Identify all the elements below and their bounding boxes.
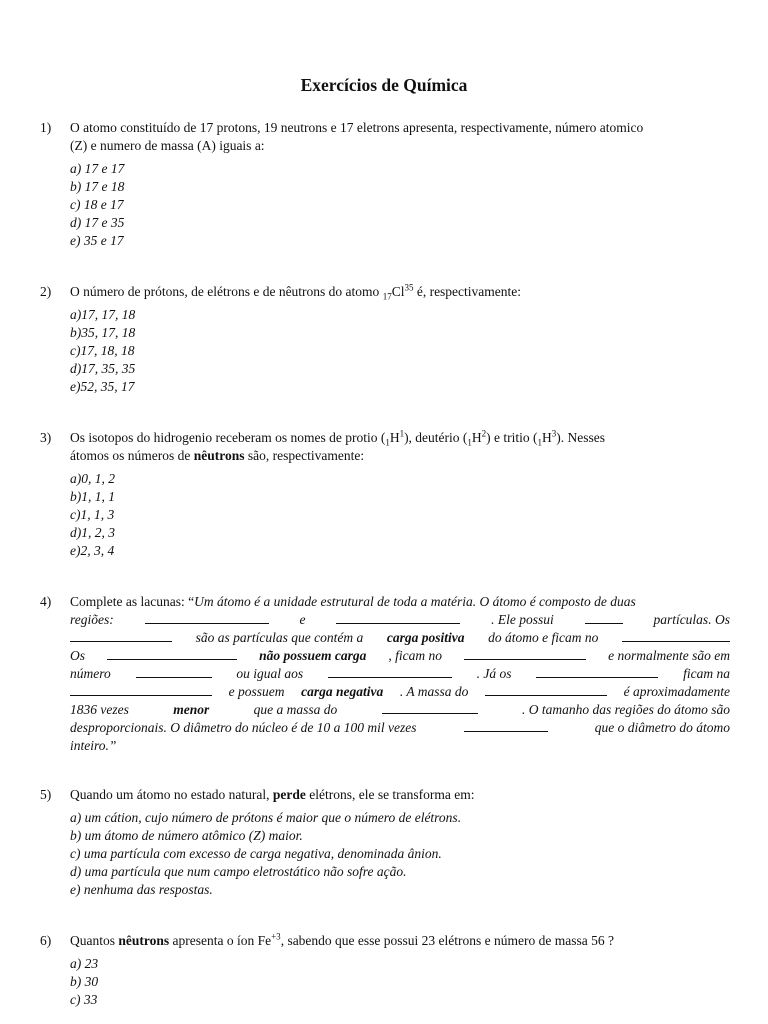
- question-text-part: são, respectivamente:: [244, 448, 365, 463]
- question-text-line: [70, 429, 730, 447]
- element-symbol: H: [542, 430, 552, 445]
- question-text-part: , ficam no: [388, 648, 443, 663]
- question-text-part: ficam na: [683, 666, 730, 681]
- mass-number: 1: [399, 428, 405, 439]
- question-text-part: é aproximadamente: [623, 684, 730, 699]
- blank-field[interactable]: [136, 665, 212, 678]
- question-text-part: . O tamanho das regiões do átomo são: [522, 702, 730, 717]
- question-text-part: inteiro.”: [70, 738, 117, 753]
- atomic-number: 17: [382, 291, 392, 302]
- question-text-part: que o diâmetro do átomo: [594, 720, 730, 735]
- option-c[interactable]: c) 33: [70, 992, 98, 1007]
- question-text: [70, 283, 730, 301]
- option-a[interactable]: a)0, 1, 2: [70, 471, 115, 486]
- option-d[interactable]: d)17, 35, 35: [70, 361, 136, 376]
- element-symbol: H: [389, 430, 400, 445]
- element-symbol: Cl: [391, 284, 405, 299]
- mass-number: 35: [404, 282, 414, 293]
- question-text-part: ), deutério (: [404, 430, 468, 445]
- mass-number: 3: [551, 428, 557, 439]
- question-text-part: apresenta o íon Fe: [169, 933, 272, 948]
- blank-field[interactable]: [585, 611, 623, 624]
- option-b[interactable]: b)35, 17, 18: [70, 325, 136, 340]
- question-text-part: Os isotopos do hidrogenio receberam os nomes de protio (: [70, 430, 386, 445]
- fill-line-9: [70, 737, 730, 755]
- question-text-part: é, respectivamente:: [413, 284, 522, 299]
- question-text-part: ) e tritio (: [486, 430, 538, 445]
- fill-line-5: [70, 665, 730, 683]
- question-6: [40, 932, 730, 1009]
- blank-field[interactable]: [382, 701, 478, 714]
- question-text-line: (Z) e numero de massa (A) iguais a:: [70, 138, 265, 153]
- question-number: 3): [40, 430, 52, 445]
- option-list: [70, 160, 730, 250]
- question-text-part: Quantos: [70, 933, 119, 948]
- option-c[interactable]: c)1, 1, 3: [70, 507, 115, 522]
- blank-field[interactable]: [107, 647, 237, 660]
- question-text-part: Quando um átomo no estado natural,: [70, 787, 273, 802]
- fill-line-4: [70, 647, 730, 665]
- option-a[interactable]: a) 23: [70, 956, 99, 971]
- question-text-part: elétrons, ele se transforma em:: [305, 787, 475, 802]
- question-text-part: O número de prótons, de elétrons e de nêutrons do atomo: [70, 284, 383, 299]
- question-text-part: . Ele possui: [491, 612, 554, 627]
- question-number: 1): [40, 120, 52, 135]
- question-text-part: Um átomo é a unidade estrutural de toda a matéria. O átomo é composto de duas: [194, 594, 636, 609]
- blank-field[interactable]: [622, 629, 730, 642]
- question-5: [40, 786, 730, 899]
- option-e[interactable]: e)52, 35, 17: [70, 379, 135, 394]
- blank-field[interactable]: [70, 629, 172, 642]
- question-1: [40, 119, 730, 250]
- fill-line-7: [70, 701, 730, 719]
- option-b[interactable]: b) 30: [70, 974, 99, 989]
- option-e[interactable]: e) nenhuma das respostas.: [70, 882, 213, 897]
- question-text: [70, 786, 730, 804]
- question-text-part: , sabendo que esse possui 23 elétrons e número de massa 56 ?: [280, 933, 614, 948]
- question-text: [70, 119, 730, 155]
- blank-field[interactable]: [536, 665, 658, 678]
- emphasis: nêutrons: [193, 448, 245, 463]
- question-text-part: regiões:: [70, 612, 114, 627]
- option-d[interactable]: d) uma partícula que num campo eletrostático não sofre ação.: [70, 864, 407, 879]
- question-text-part: . Já os: [476, 666, 512, 681]
- question-text-line: [70, 447, 730, 465]
- option-c[interactable]: c) 18 e 17: [70, 197, 124, 212]
- question-text-line: O atomo constituído de 17 protons, 19 neutrons e 17 eletrons apresenta, respectivamente, número atomico: [70, 120, 644, 135]
- question-text: [70, 429, 730, 465]
- option-d[interactable]: d)1, 2, 3: [70, 525, 115, 540]
- question-text-part: desproporcionais. O diâmetro do núcleo é de 10 a 100 mil vezes: [70, 720, 417, 735]
- option-a[interactable]: a) um cátion, cujo número de prótons é maior que o número de elétrons.: [70, 810, 462, 825]
- fill-line-3: [70, 629, 730, 647]
- ion-charge: +3: [271, 931, 281, 942]
- question-text-part: ou igual aos: [236, 666, 304, 681]
- fill-line-6: [70, 683, 730, 701]
- emphasis: não possuem carga: [259, 648, 367, 663]
- question-text-part: ). Nesses: [556, 430, 606, 445]
- blank-field[interactable]: [485, 683, 607, 696]
- option-list: [70, 306, 730, 396]
- blank-field[interactable]: [464, 719, 548, 732]
- option-d[interactable]: d) 17 e 35: [70, 215, 125, 230]
- fill-line-2: [70, 611, 730, 629]
- option-e[interactable]: e)2, 3, 4: [70, 543, 115, 558]
- question-text-part: são as partículas que contém a: [195, 630, 364, 645]
- question-text-part: e possuem: [228, 684, 285, 699]
- emphasis: perde: [272, 787, 306, 802]
- emphasis: menor: [173, 702, 210, 717]
- mass-number: 2: [481, 428, 487, 439]
- blank-field[interactable]: [145, 611, 269, 624]
- option-c[interactable]: c)17, 18, 18: [70, 343, 135, 358]
- atomic-number: 1: [467, 437, 472, 448]
- question-4: [40, 593, 730, 755]
- element-symbol: H: [471, 430, 482, 445]
- question-text-part: partículas. Os: [653, 612, 730, 627]
- question-number: 4): [40, 594, 52, 609]
- option-b[interactable]: b)1, 1, 1: [70, 489, 115, 504]
- atomic-number: 1: [537, 437, 543, 448]
- blank-field[interactable]: [464, 647, 586, 660]
- question-text-part: que a massa do: [253, 702, 338, 717]
- option-b[interactable]: b) 17 e 18: [70, 179, 125, 194]
- option-list: [70, 809, 730, 899]
- atomic-number: 1: [385, 437, 390, 448]
- option-e[interactable]: e) 35 e 17: [70, 233, 124, 248]
- question-number: 5): [40, 787, 52, 802]
- emphasis: nêutrons: [118, 933, 170, 948]
- blank-field[interactable]: [336, 611, 460, 624]
- option-list: [70, 955, 730, 1009]
- emphasis: carga negativa: [301, 684, 384, 699]
- question-3: [40, 429, 730, 560]
- option-a[interactable]: a)17, 17, 18: [70, 307, 136, 322]
- question-text-part: . A massa do: [399, 684, 469, 699]
- question-text-part: e normalmente são em: [608, 648, 730, 663]
- question-2: [40, 283, 730, 396]
- fill-line-1: [70, 593, 730, 611]
- question-text: [70, 593, 730, 755]
- question-text-part: Complete as lacunas: “: [70, 594, 195, 609]
- option-c[interactable]: c) uma partícula com excesso de carga negativa, denominada ânion.: [70, 846, 442, 861]
- question-number: 2): [40, 284, 52, 299]
- blank-field[interactable]: [70, 683, 212, 696]
- option-list: [70, 470, 730, 560]
- fill-line-8: [70, 719, 730, 737]
- question-text-part: e: [299, 612, 306, 627]
- option-b[interactable]: b) um átomo de número atômico (Z) maior.: [70, 828, 303, 843]
- question-number: 6): [40, 933, 52, 948]
- option-a[interactable]: a) 17 e 17: [70, 161, 125, 176]
- question-text: [70, 932, 730, 950]
- question-text-part: número: [70, 666, 111, 681]
- page-title: Exercícios de Química: [300, 75, 468, 95]
- question-text-part: Os: [70, 648, 86, 663]
- blank-field[interactable]: [328, 665, 452, 678]
- question-text-part: 1836 vezes: [70, 702, 129, 717]
- emphasis: carga positiva: [386, 630, 465, 645]
- question-text-part: átomos os números de: [70, 448, 194, 463]
- question-text-part: do átomo e ficam no: [488, 630, 599, 645]
